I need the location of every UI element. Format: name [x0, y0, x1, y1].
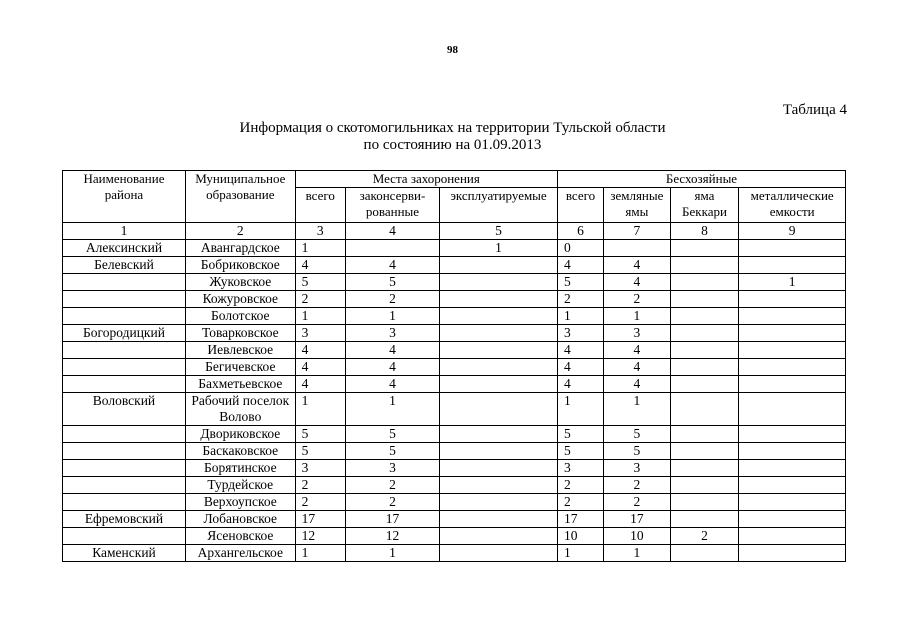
cell-total-ownerless: 2: [557, 477, 603, 494]
cattle-burial-table: [62, 170, 846, 562]
cell-operated: [440, 545, 558, 562]
cell-municipality: Двориковское: [185, 426, 295, 443]
header-municipality: Муниципальное образование: [185, 171, 295, 223]
table-row: [63, 426, 846, 443]
cell-total-ownerless: 5: [557, 443, 603, 460]
cell-earth-pits: 1: [604, 308, 671, 325]
cell-total-ownerless: 10: [557, 528, 603, 545]
cell-district: Каменский: [63, 545, 186, 562]
column-number: 8: [670, 223, 739, 240]
cell-district: [63, 477, 186, 494]
column-number: 5: [440, 223, 558, 240]
cell-conserved: 3: [345, 460, 439, 477]
cell-municipality: Лобановское: [185, 511, 295, 528]
table-row: [63, 528, 846, 545]
cell-earth-pits: 4: [604, 274, 671, 291]
table-label: Таблица 4: [782, 102, 847, 118]
cell-district: [63, 426, 186, 443]
column-number: 1: [63, 223, 186, 240]
table-row: [63, 291, 846, 308]
table-row: [63, 545, 846, 562]
column-number: 6: [557, 223, 603, 240]
cell-operated: 1: [440, 240, 558, 257]
table-row: [63, 257, 846, 274]
cell-conserved: 1: [345, 308, 439, 325]
cell-district: [63, 460, 186, 477]
title-line-2: по состоянию на 01.09.2013: [363, 137, 542, 153]
cell-metal-containers: [739, 359, 846, 376]
cell-operated: [440, 308, 558, 325]
cell-metal-containers: 1: [739, 274, 846, 291]
header-ownerless: Бесхозяйные: [557, 171, 845, 188]
table-row: [63, 376, 846, 393]
cell-conserved: 3: [345, 325, 439, 342]
header-metal-containers: металлические емкости: [739, 188, 846, 223]
cell-municipality: Турдейское: [185, 477, 295, 494]
header-conserved: законсерви-рованные: [345, 188, 439, 223]
cell-conserved: 2: [345, 291, 439, 308]
cell-earth-pits: 2: [604, 477, 671, 494]
cell-municipality: Верхоупское: [185, 494, 295, 511]
header-total: всего: [295, 188, 345, 223]
cell-operated: [440, 460, 558, 477]
cell-earth-pits: 3: [604, 325, 671, 342]
column-number: 4: [345, 223, 439, 240]
cell-total-ownerless: 1: [557, 545, 603, 562]
cell-municipality: Болотское: [185, 308, 295, 325]
cell-beccari-pit: [670, 443, 739, 460]
header-total-ownerless: всего: [557, 188, 603, 223]
cell-metal-containers: [739, 325, 846, 342]
table-row: [63, 325, 846, 342]
cell-total: 12: [295, 528, 345, 545]
cell-municipality: Иевлевское: [185, 342, 295, 359]
column-number: 7: [604, 223, 671, 240]
cell-beccari-pit: [670, 274, 739, 291]
column-number: 9: [739, 223, 846, 240]
cell-conserved: 17: [345, 511, 439, 528]
cell-total-ownerless: 5: [557, 274, 603, 291]
cell-earth-pits: 5: [604, 426, 671, 443]
cell-beccari-pit: [670, 308, 739, 325]
cell-municipality: Бахметьевское: [185, 376, 295, 393]
header-district: Наименование района: [63, 171, 186, 223]
cell-earth-pits: 1: [604, 545, 671, 562]
cell-municipality: Бегичевское: [185, 359, 295, 376]
cell-total: 4: [295, 342, 345, 359]
cell-total-ownerless: 4: [557, 359, 603, 376]
cell-conserved: 2: [345, 494, 439, 511]
cell-earth-pits: 3: [604, 460, 671, 477]
cell-earth-pits: 10: [604, 528, 671, 545]
cell-district: [63, 291, 186, 308]
cell-conserved: 4: [345, 342, 439, 359]
cell-beccari-pit: [670, 342, 739, 359]
cell-total-ownerless: 3: [557, 460, 603, 477]
cell-beccari-pit: [670, 511, 739, 528]
cell-earth-pits: 4: [604, 359, 671, 376]
cell-operated: [440, 325, 558, 342]
cell-metal-containers: [739, 376, 846, 393]
cell-total-ownerless: 1: [557, 393, 603, 426]
cell-earth-pits: 17: [604, 511, 671, 528]
cell-district: Алексинский: [63, 240, 186, 257]
cell-beccari-pit: [670, 545, 739, 562]
cell-district: [63, 528, 186, 545]
cell-total-ownerless: 5: [557, 426, 603, 443]
cell-beccari-pit: [670, 426, 739, 443]
cell-total-ownerless: 2: [557, 291, 603, 308]
cell-district: [63, 443, 186, 460]
column-numbers-row: [63, 223, 846, 240]
cell-total-ownerless: 2: [557, 494, 603, 511]
cell-operated: [440, 426, 558, 443]
cell-total-ownerless: 4: [557, 376, 603, 393]
cell-operated: [440, 291, 558, 308]
table-row: [63, 274, 846, 291]
cell-metal-containers: [739, 308, 846, 325]
cell-total-ownerless: 4: [557, 342, 603, 359]
cell-total-ownerless: 3: [557, 325, 603, 342]
cell-municipality: Борятинское: [185, 460, 295, 477]
cell-municipality: Товарковское: [185, 325, 295, 342]
cell-earth-pits: 2: [604, 291, 671, 308]
cell-earth-pits: 1: [604, 393, 671, 426]
header-burial-places: Места захоронения: [295, 171, 557, 188]
column-number: 3: [295, 223, 345, 240]
cell-operated: [440, 511, 558, 528]
table-row: [63, 443, 846, 460]
cell-earth-pits: 2: [604, 494, 671, 511]
cell-total: 4: [295, 359, 345, 376]
cell-earth-pits: 4: [604, 376, 671, 393]
cell-total: 5: [295, 426, 345, 443]
cell-beccari-pit: [670, 460, 739, 477]
table-row: [63, 393, 846, 426]
cell-operated: [440, 494, 558, 511]
cell-municipality: Ясеновское: [185, 528, 295, 545]
header-operated: эксплуатируемые: [440, 188, 558, 223]
cell-metal-containers: [739, 460, 846, 477]
cell-conserved: 5: [345, 443, 439, 460]
cell-operated: [440, 257, 558, 274]
page-title: [0, 120, 905, 154]
cell-conserved: [345, 240, 439, 257]
cell-district: [63, 359, 186, 376]
cell-municipality: Баскаковское: [185, 443, 295, 460]
cell-operated: [440, 393, 558, 426]
cell-district: Белевский: [63, 257, 186, 274]
cell-conserved: 2: [345, 477, 439, 494]
cell-district: [63, 342, 186, 359]
cell-operated: [440, 376, 558, 393]
table-row: [63, 477, 846, 494]
cell-metal-containers: [739, 545, 846, 562]
cell-total: 17: [295, 511, 345, 528]
cell-beccari-pit: [670, 393, 739, 426]
column-number: 2: [185, 223, 295, 240]
cell-metal-containers: [739, 426, 846, 443]
table-row: [63, 494, 846, 511]
cell-metal-containers: [739, 257, 846, 274]
cell-municipality: Бобриковское: [185, 257, 295, 274]
cell-beccari-pit: 2: [670, 528, 739, 545]
cell-conserved: 1: [345, 393, 439, 426]
cell-municipality: Кожуровское: [185, 291, 295, 308]
cell-municipality: Рабочий поселок Волово: [185, 393, 295, 426]
cell-beccari-pit: [670, 376, 739, 393]
cell-total: 3: [295, 460, 345, 477]
cell-total-ownerless: 17: [557, 511, 603, 528]
table-row: [63, 240, 846, 257]
cell-beccari-pit: [670, 477, 739, 494]
cell-earth-pits: 4: [604, 257, 671, 274]
cell-operated: [440, 477, 558, 494]
cell-operated: [440, 274, 558, 291]
cell-total-ownerless: 1: [557, 308, 603, 325]
cell-metal-containers: [739, 528, 846, 545]
cell-earth-pits: 5: [604, 443, 671, 460]
cell-district: Воловский: [63, 393, 186, 426]
cell-total: 2: [295, 291, 345, 308]
title-line-1: Информация о скотомогильниках на территории Тульской области: [239, 120, 666, 136]
cell-conserved: 4: [345, 257, 439, 274]
table-body: [63, 240, 846, 562]
cell-district: [63, 494, 186, 511]
cell-municipality: Авангардское: [185, 240, 295, 257]
cell-operated: [440, 359, 558, 376]
cell-municipality: Жуковское: [185, 274, 295, 291]
table-row: [63, 308, 846, 325]
cell-metal-containers: [739, 511, 846, 528]
cell-beccari-pit: [670, 291, 739, 308]
cell-district: [63, 376, 186, 393]
cell-conserved: 4: [345, 376, 439, 393]
cell-metal-containers: [739, 443, 846, 460]
cell-metal-containers: [739, 494, 846, 511]
table-row: [63, 359, 846, 376]
cell-total: 1: [295, 393, 345, 426]
table-row: [63, 511, 846, 528]
cell-total: 2: [295, 494, 345, 511]
cell-total: 5: [295, 443, 345, 460]
cell-operated: [440, 443, 558, 460]
cell-operated: [440, 528, 558, 545]
cell-earth-pits: [604, 240, 671, 257]
cell-beccari-pit: [670, 257, 739, 274]
cell-district: Богородицкий: [63, 325, 186, 342]
cell-total: 4: [295, 257, 345, 274]
cell-total: 1: [295, 545, 345, 562]
cell-metal-containers: [739, 240, 846, 257]
cell-beccari-pit: [670, 359, 739, 376]
page-number: 98: [447, 44, 458, 56]
cell-total: 1: [295, 308, 345, 325]
cell-metal-containers: [739, 393, 846, 426]
cell-beccari-pit: [670, 325, 739, 342]
cell-conserved: 5: [345, 274, 439, 291]
cell-district: [63, 274, 186, 291]
cell-total: 2: [295, 477, 345, 494]
cell-beccari-pit: [670, 240, 739, 257]
table-row: [63, 342, 846, 359]
cell-total-ownerless: 4: [557, 257, 603, 274]
cell-earth-pits: 4: [604, 342, 671, 359]
cell-operated: [440, 342, 558, 359]
cell-metal-containers: [739, 291, 846, 308]
cell-conserved: 12: [345, 528, 439, 545]
cell-total-ownerless: 0: [557, 240, 603, 257]
cell-metal-containers: [739, 342, 846, 359]
header-earth-pits: земляные ямы: [604, 188, 671, 223]
cell-conserved: 5: [345, 426, 439, 443]
cell-conserved: 1: [345, 545, 439, 562]
header-beccari-pit: яма Беккари: [670, 188, 739, 223]
cell-total: 5: [295, 274, 345, 291]
cell-total: 3: [295, 325, 345, 342]
cell-district: [63, 308, 186, 325]
cell-district: Ефремовский: [63, 511, 186, 528]
cell-metal-containers: [739, 477, 846, 494]
table-row: [63, 460, 846, 477]
cell-conserved: 4: [345, 359, 439, 376]
cell-total: 4: [295, 376, 345, 393]
cell-beccari-pit: [670, 494, 739, 511]
cell-total: 1: [295, 240, 345, 257]
cell-municipality: Архангельское: [185, 545, 295, 562]
